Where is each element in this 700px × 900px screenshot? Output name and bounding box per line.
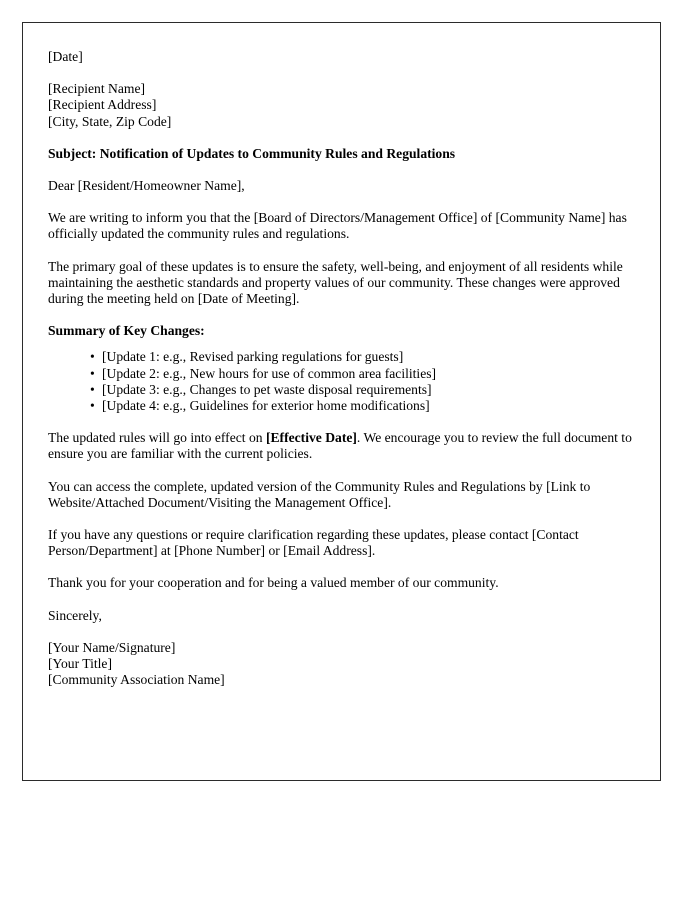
body-paragraph-access: You can access the complete, updated version of the Community Rules and Regulations by [Link to Website/Attached Document/Visiting the Management Office].: [48, 478, 591, 510]
recipient-name-line: [Recipient Name]: [48, 81, 146, 97]
recipient-address-line: [Recipient Address]: [48, 97, 157, 113]
effective-text-after: . We encourage you to review the full document to ensure you are familiar with the current policies.: [48, 430, 632, 462]
subject-line: Subject: Notification of Updates to Community Rules and Regulations: [48, 145, 456, 161]
signature-block: [48, 640, 636, 689]
salutation-line: Dear [Resident/Homeowner Name],: [48, 178, 245, 194]
body-paragraph-purpose: The primary goal of these updates is to ensure the safety, well-being, and enjoyment of all residents while maintaining the aesthetic standards and property values of our community. These changes were approved during the meeting held on [Date of Meeting].: [48, 258, 623, 307]
signature-name-line: [Your Name/Signature]: [48, 639, 176, 655]
closing-line: Sincerely,: [48, 607, 102, 623]
date-line: [Date]: [48, 49, 83, 64]
recipient-address-block: [48, 81, 636, 130]
letter-frame: [22, 22, 661, 781]
list-item: • [Update 3: e.g., Changes to pet waste disposal requirements]: [90, 382, 636, 398]
date-block: [48, 49, 636, 65]
body-paragraph-effective-date: [48, 430, 636, 462]
summary-heading: Summary of Key Changes:: [48, 323, 205, 339]
effective-text-before: The updated rules will go into effect on: [48, 430, 266, 446]
list-item: • [Update 2: e.g., New hours for use of common area facilities]: [90, 366, 636, 382]
signature-association-line: [Community Association Name]: [48, 672, 225, 688]
body-paragraph-intro: We are writing to inform you that the [Board of Directors/Management Office] of [Community Name] has officially updated the community rules and regulations.: [48, 210, 627, 242]
key-changes-list: [48, 349, 636, 414]
body-paragraph-contact: If you have any questions or require clarification regarding these updates, please contact [Contact Person/Department] at [Phone Number] or [Email Address].: [48, 527, 579, 559]
signature-title-line: [Your Title]: [48, 656, 112, 672]
effective-date-placeholder: [Effective Date]: [265, 430, 357, 446]
list-item: • [Update 1: e.g., Revised parking regulations for guests]: [90, 349, 636, 365]
letter-body: [23, 23, 660, 712]
recipient-city-state-zip-line: [City, State, Zip Code]: [48, 113, 172, 129]
list-item: • [Update 4: e.g., Guidelines for exterior home modifications]: [90, 398, 636, 414]
body-paragraph-thanks: Thank you for your cooperation and for being a valued member of our community.: [48, 575, 499, 591]
